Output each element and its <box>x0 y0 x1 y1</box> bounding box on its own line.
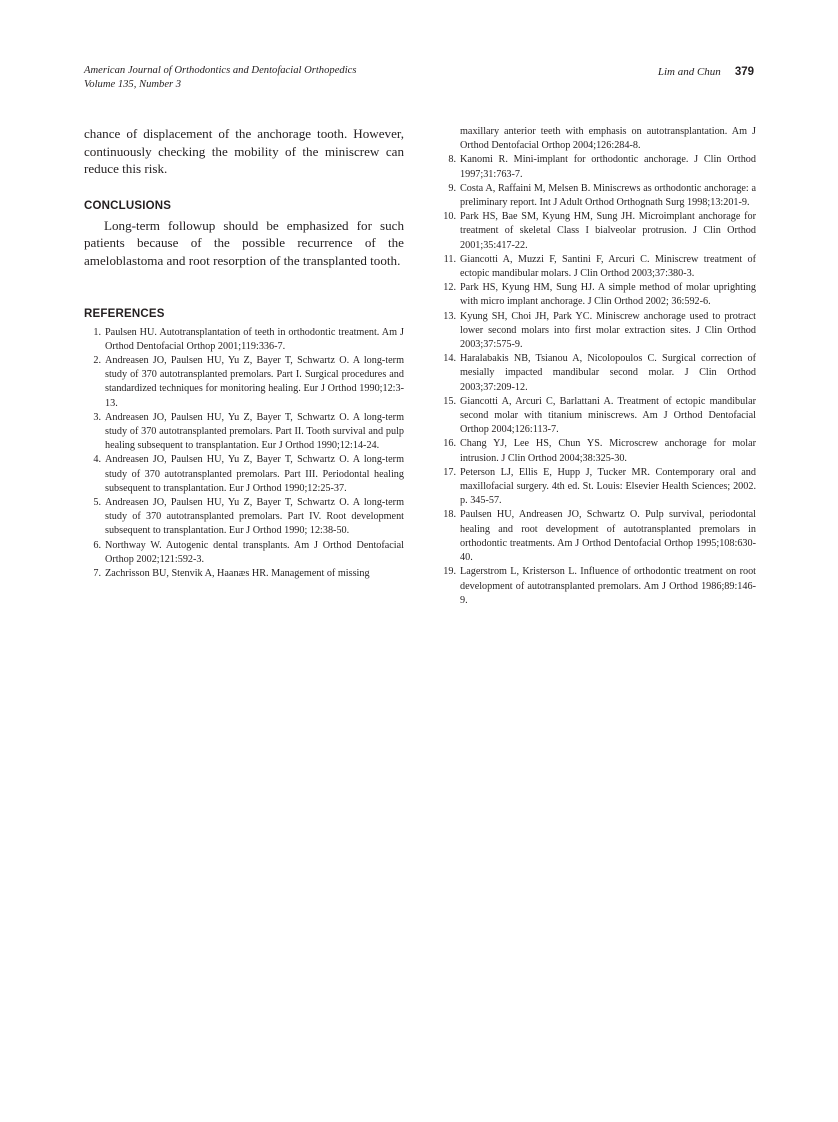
reference-text: Haralabakis NB, Tsianou A, Nicolopoulos C. Surgical correction of mesially impacted mandibular second molar. J Clin Orthod 2003;37:209-12. <box>460 353 756 393</box>
reference-number: 13. <box>443 310 456 322</box>
reference-text: Andreasen JO, Paulsen HU, Yu Z, Bayer T, Schwartz O. A long-term study of 370 autotransplanted premolars. Part IV. Root development subsequent to transplantation. Eur J Orthod 1990; 12:38-50. <box>105 497 404 537</box>
reference-number: 5. <box>93 497 101 508</box>
reference-item <box>436 395 756 438</box>
reference-text: Kyung SH, Choi JH, Park YC. Miniscrew anchorage used to protract lower second molars into first molar extraction sites. J Clin Orthod 2003;37:575-9. <box>460 310 756 351</box>
reference-number: 7. <box>93 568 101 580</box>
reference-item <box>436 281 756 309</box>
conclusions-heading: CONCLUSIONS <box>84 199 172 212</box>
references-heading: REFERENCES <box>84 307 165 320</box>
reference-number: 12. <box>443 282 456 294</box>
reference-item <box>436 437 756 465</box>
reference-number: 11. <box>443 253 456 265</box>
reference-item <box>84 567 404 581</box>
reference-number: 19. <box>443 566 456 578</box>
reference-text: Andreasen JO, Paulsen HU, Yu Z, Bayer T, Schwartz O. A long-term study of 370 autotransplanted premolars. Part II. Tooth survival and pulp healing subsequent to transplantation. Eur J Orthod 1990;12:14-24. <box>105 411 404 452</box>
reference-item <box>84 326 404 354</box>
reference-text: Northway W. Autogenic dental transplants. Am J Orthod Dentofacial Orthop 2002;121:592-3. <box>105 539 404 565</box>
reference-item <box>436 153 756 181</box>
reference-number: 4. <box>93 454 101 466</box>
reference-number: 8. <box>448 154 456 166</box>
reference-item <box>84 411 404 454</box>
reference-text: Giancotti A, Arcuri C, Barlattani A. Treatment of ectopic mandibular second molar with titanium miniscrews. Am J Orthod Dentofacial Orthop 2004;126:113-7. <box>460 395 756 436</box>
reference-item <box>436 253 756 281</box>
reference-item <box>436 508 756 565</box>
reference-text: Park HS, Kyung HM, Sung HJ. A simple method of molar uprighting with micro implant anchorage. J Clin Orthod 2002; 36:592-6. <box>460 282 756 308</box>
reference-item <box>84 539 404 567</box>
reference-text: Costa A, Raffaini M, Melsen B. Miniscrews as orthodontic anchorage: a preliminary report. Int J Adult Orthod Orthognath Surg 1998;13:201-9. <box>460 182 756 209</box>
reference-text: Giancotti A, Muzzi F, Santini F, Arcuri C. Miniscrew treatment of ectopic mandibular molars. J Clin Orthod 2003;37:380-3. <box>460 253 756 280</box>
reference-item <box>84 354 404 411</box>
running-header-right <box>658 62 754 80</box>
reference-text: Andreasen JO, Paulsen HU, Yu Z, Bayer T, Schwartz O. A long-term study of 370 autotransplanted premolars. Part III. Periodontal healing subsequent to transplantation. Eur J Orthod 1990;12:25-37. <box>105 454 404 494</box>
reference-number: 2. <box>93 354 101 366</box>
reference-item <box>84 453 404 496</box>
reference-item <box>436 565 756 608</box>
reference-number: 1. <box>93 326 101 338</box>
page-number: 379 <box>734 66 754 78</box>
reference-text: Peterson LJ, Ellis E, Hupp J, Tucker MR. Contemporary oral and maxillofacial surgery. 4th ed. St. Louis: Elsevier Health Sciences; 2002. p. 345-57. <box>460 466 756 507</box>
reference-number: 10. <box>443 211 456 223</box>
right-column <box>436 125 756 608</box>
reference-text: Zachrisson BU, Stenvik A, Haanæs HR. Management of missing <box>105 568 370 580</box>
continued-paragraph: chance of displacement of the anchorage tooth. However, continuously checking the mobility of the miniscrew can reduce this risk. <box>84 126 404 177</box>
reference-text: Andreasen JO, Paulsen HU, Yu Z, Bayer T, Schwartz O. A long-term study of 370 autotransplanted premolars. Part I. Surgical procedures and standardized techniques for monitoring healing. Eur J Orthod 1990;12:3-13. <box>105 354 404 409</box>
reference-text: Kanomi R. Mini-implant for orthodontic anchorage. J Clin Orthod 1997;31:763-7. <box>460 154 756 180</box>
reference-item <box>436 310 756 353</box>
reference-item <box>436 352 756 395</box>
reference-item <box>84 496 404 539</box>
reference-number: 15. <box>443 395 456 407</box>
conclusions-paragraph: Long-term followup should be emphasized for such patients because of the possible recurrence of the ameloblastoma and root resorption of the transplanted tooth. <box>84 217 404 268</box>
journal-title: American Journal of Orthodontics and Dentofacial Orthopedics <box>84 65 357 76</box>
reference-number: 18. <box>443 509 456 521</box>
running-header-authors: Lim and Chun <box>657 66 721 78</box>
reference-continuation: maxillary anterior teeth with emphasis on autotransplantation. Am J Orthod Dentofacial Orthop 2004;126:284-8. <box>460 126 756 152</box>
left-column <box>84 125 404 581</box>
reference-list-right <box>436 153 756 608</box>
reference-number: 9. <box>448 182 456 194</box>
reference-number: 3. <box>93 411 101 423</box>
reference-number: 6. <box>93 539 101 551</box>
running-header-journal <box>84 64 504 92</box>
journal-volume: Volume 135, Number 3 <box>84 79 182 90</box>
reference-text: Park HS, Bae SM, Kyung HM, Sung JH. Microimplant anchorage for treatment of skeletal Class I bialveolar protrusion. J Clin Orthod 2001;35:417-22. <box>460 211 756 251</box>
reference-text: Lagerstrom L, Kristerson L. Influence of orthodontic treatment on root development of autotransplanted premolars. Am J Orthod 1986;89:146-9. <box>460 566 756 606</box>
reference-number: 14. <box>443 353 456 365</box>
reference-number: 16. <box>443 438 456 450</box>
reference-number: 17. <box>443 466 456 478</box>
reference-text: Paulsen HU. Autotransplantation of teeth in orthodontic treatment. Am J Orthod Dentofacial Orthop 2001;119:336-7. <box>105 326 404 352</box>
reference-item <box>436 466 756 509</box>
reference-item <box>436 182 756 210</box>
reference-text: Paulsen HU, Andreasen JO, Schwartz O. Pulp survival, periodontal healing and root development of autotransplanted premolars in orthodontic treatments. Am J Orthod Dentofacial Orthop 1995;108:630-40. <box>460 509 756 564</box>
reference-list-left <box>84 326 404 582</box>
reference-item <box>436 210 756 253</box>
reference-text: Chang YJ, Lee HS, Chun YS. Microscrew anchorage for molar intrusion. J Clin Orthod 2004;38:325-30. <box>460 438 756 464</box>
